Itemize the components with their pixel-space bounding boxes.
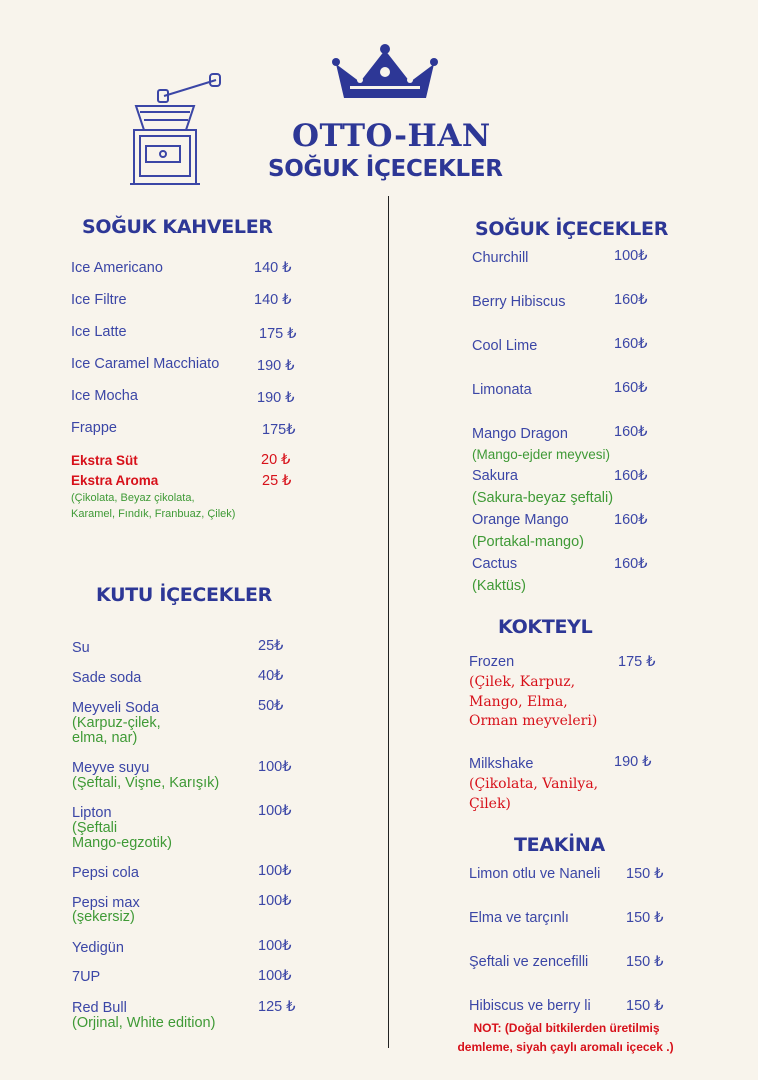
menu-item-price: 100₺ xyxy=(258,938,292,954)
menu-item-note: (Kaktüs) xyxy=(472,578,526,594)
menu-item-price: 100₺ xyxy=(258,968,292,984)
menu-item-price: 150 ₺ xyxy=(626,998,664,1014)
section-title-teakina: TEAKİNA xyxy=(514,834,605,856)
menu-item-name: Berry Hibiscus xyxy=(472,294,566,310)
menu-item-price: 160₺ xyxy=(614,512,648,528)
teakina-note: NOT: (Doğal bitkilerden üretilmiş xyxy=(473,1021,660,1035)
menu-item-price: 175₺ xyxy=(262,422,296,438)
menu-item-name: Frozen xyxy=(469,654,515,670)
menu-item-price: 150 ₺ xyxy=(626,954,664,970)
menu-item-name: Frappe xyxy=(71,420,117,436)
menu-item-name: Lipton xyxy=(72,805,112,821)
menu-item-price: 50₺ xyxy=(258,698,284,714)
menu-item-note: (Çilek, Karpuz, xyxy=(469,674,576,690)
menu-item-name: Ice Americano xyxy=(71,260,163,276)
coffee-grinder-icon xyxy=(124,72,224,192)
menu-item-name: Ice Latte xyxy=(71,324,127,340)
menu-item-name: Cactus xyxy=(472,556,518,572)
menu-item-price: 140 ₺ xyxy=(254,292,292,308)
aroma-note: Karamel, Fındık, Franbuaz, Çilek) xyxy=(71,508,236,520)
menu-item-name: Orange Mango xyxy=(472,512,569,528)
menu-item-name: Cool Lime xyxy=(472,338,538,354)
menu-item-name: Hibiscus ve berry li xyxy=(469,998,591,1014)
menu-item-price: 160₺ xyxy=(614,468,648,484)
menu-item-price: 175 ₺ xyxy=(259,326,297,342)
menu-item-price: 150 ₺ xyxy=(626,910,664,926)
menu-item-name: Şeftali ve zencefilli xyxy=(469,954,589,970)
menu-item-name: Meyveli Soda xyxy=(72,700,160,716)
menu-item-note: (Mango-ejder meyvesi) xyxy=(472,447,611,462)
menu-item-price: 175 ₺ xyxy=(618,654,656,670)
menu-item-name: Mango Dragon xyxy=(472,426,568,442)
menu-item-name: Ice Filtre xyxy=(71,292,127,308)
menu-item-price: 160₺ xyxy=(614,424,648,440)
menu-item-price: 100₺ xyxy=(258,893,292,909)
menu-item-name: Ice Caramel Macchiato xyxy=(71,356,220,372)
menu-item-price: 190 ₺ xyxy=(257,390,295,406)
menu-item-price: 190 ₺ xyxy=(257,358,295,374)
extra-item-name: Ekstra Aroma xyxy=(71,473,159,488)
crown-icon xyxy=(330,42,440,104)
menu-item-name: Sakura xyxy=(472,468,518,484)
menu-item-name: Churchill xyxy=(472,250,529,266)
menu-item-note: Mango-egzotik) xyxy=(72,835,172,851)
extra-item-name: Ekstra Süt xyxy=(71,453,138,468)
extra-item-price: 20 ₺ xyxy=(261,452,291,468)
menu-item-note: Orman meyveleri) xyxy=(469,713,598,729)
menu-item-name: 7UP xyxy=(72,969,101,985)
menu-item-price: 140 ₺ xyxy=(254,260,292,276)
menu-item-price: 190 ₺ xyxy=(614,754,652,770)
extra-item-price: 25 ₺ xyxy=(262,473,292,489)
menu-item-name: Milkshake xyxy=(469,756,534,772)
section-title-kokteyl: KOKTEYL xyxy=(498,616,593,638)
menu-item-note: (Şeftali, Vişne, Karışık) xyxy=(72,775,220,791)
menu-item-note: (Çikolata, Vanilya, xyxy=(469,776,599,792)
menu-item-price: 150 ₺ xyxy=(626,866,664,882)
menu-item-note: (Portakal-mango) xyxy=(472,534,585,550)
page-title: SOĞUK İÇECEKLER xyxy=(268,156,503,182)
menu-item-price: 125 ₺ xyxy=(258,999,296,1015)
menu-item-price: 25₺ xyxy=(258,638,284,654)
menu-item-name: Sade soda xyxy=(72,670,142,686)
menu-item-price: 40₺ xyxy=(258,668,284,684)
menu-item-note: Mango, Elma, xyxy=(469,694,568,710)
teakina-note: demleme, siyah çaylı aromalı içecek .) xyxy=(457,1040,674,1054)
menu-item-name: Red Bull xyxy=(72,1000,127,1016)
menu-item-note: (Sakura-beyaz şeftali) xyxy=(472,490,614,506)
menu-item-name: Yedigün xyxy=(72,940,124,956)
column-divider xyxy=(388,196,389,1048)
menu-item-name: Limonata xyxy=(472,382,532,398)
menu-item-price: 100₺ xyxy=(258,803,292,819)
menu-item-price: 160₺ xyxy=(614,292,648,308)
aroma-note: (Çikolata, Beyaz çikolata, xyxy=(71,492,195,504)
menu-item-note: Çilek) xyxy=(469,796,511,812)
menu-item-note: (Karpuz-çilek, xyxy=(72,715,161,731)
menu-item-name: Pepsi cola xyxy=(72,865,139,881)
menu-item-price: 160₺ xyxy=(614,556,648,572)
menu-item-name: Su xyxy=(72,640,90,656)
menu-item-name: Ice Mocha xyxy=(71,388,138,404)
menu-item-price: 100₺ xyxy=(614,248,648,264)
brand-name: OTTO-HAN xyxy=(292,118,491,154)
section-title-soguk-kahveler: SOĞUK KAHVELER xyxy=(82,216,273,238)
menu-item-name: Elma ve tarçınlı xyxy=(469,910,569,926)
menu-item-note: (Şeftali xyxy=(72,820,118,836)
menu-item-note: (Orjinal, White edition) xyxy=(72,1015,216,1031)
menu-item-price: 100₺ xyxy=(258,759,292,775)
menu-item-price: 160₺ xyxy=(614,336,648,352)
section-title-kutu-icecekler: KUTU İÇECEKLER xyxy=(96,584,272,606)
menu-item-name: Meyve suyu xyxy=(72,760,150,776)
menu-item-note: (şekersiz) xyxy=(72,909,135,925)
menu-item-price: 100₺ xyxy=(258,863,292,879)
menu-item-price: 160₺ xyxy=(614,380,648,396)
menu-item-name: Limon otlu ve Naneli xyxy=(469,866,601,882)
section-title-soguk-icecekler: SOĞUK İÇECEKLER xyxy=(475,218,669,240)
menu-item-name: Pepsi max xyxy=(72,895,140,911)
menu-item-note: elma, nar) xyxy=(72,730,138,746)
